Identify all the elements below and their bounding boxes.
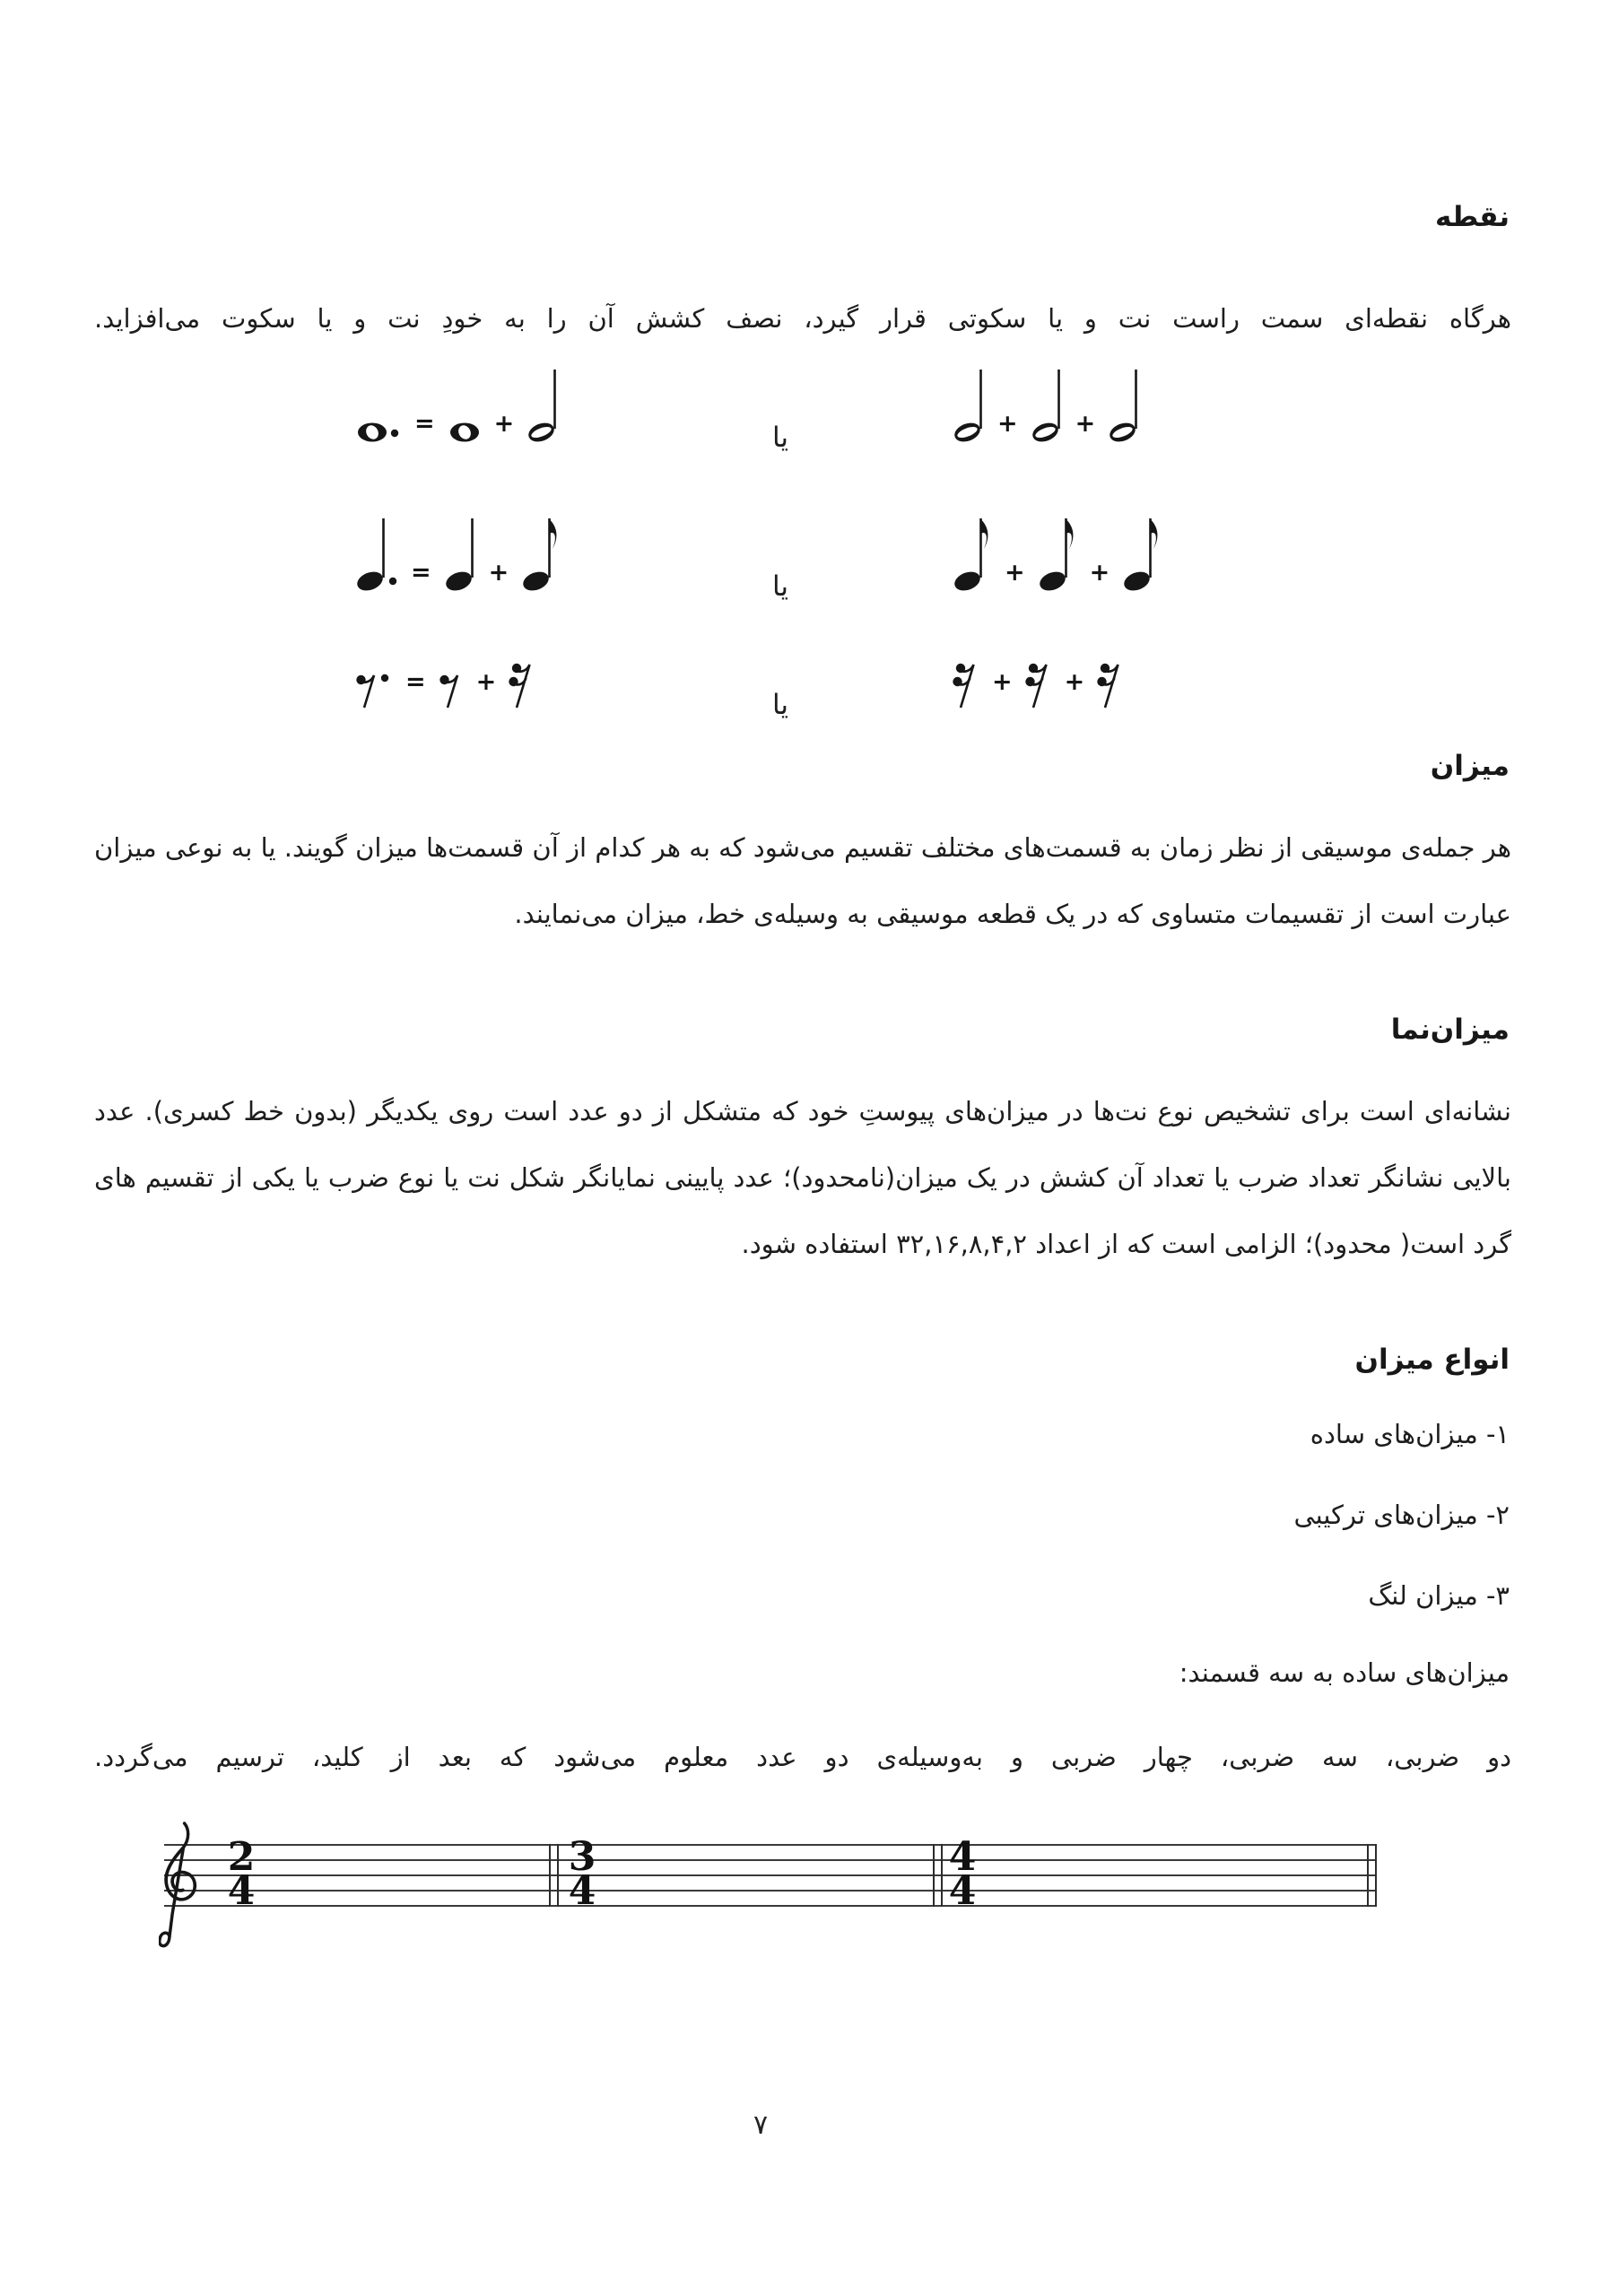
equation-alternative-sum [953,368,1140,443]
section-title-time-signature: میزان‌نما [1390,1013,1510,1046]
eighth-rest-dotted-icon [355,671,393,710]
time-signature-section-paragraph [94,1078,1511,1277]
time-signature-denominator: 4 [227,1868,256,1914]
dotted-whole-note-equation [0,361,1610,454]
eighth-note-icon [953,517,992,592]
measure-type-item-lame: ۳- میزان لنگ [1368,1580,1510,1611]
time-signature-2-4 [220,1834,263,1914]
sixteenth-rest-icon [1025,660,1052,710]
section-title-measure: میزان [1430,750,1510,782]
section-title-dot: نقطه [1435,201,1510,233]
equals-sign: = [405,668,426,696]
time-signature-3-4 [561,1834,604,1914]
allowed-numbers: ۳۲,۱۶,۸,۴,۲ [896,1229,1027,1259]
plus-sign: + [1089,559,1110,587]
treble-clef-icon [159,1815,200,1970]
measure-section-paragraph: هر جمله‌ی موسیقی از نظر زمان به قسمت‌های مختلف تقسیم می‌شود که به هر کدام از آن قسمت‌ها میزان گویند. یا به نوعی میزان عبارت است از تقسیمات متساوی که در یک قطعه موسیقی به وسیله‌ی خط، میزان می‌نمایند. [94,832,1511,929]
plus-sign: + [997,410,1018,438]
eighth-note-icon [1038,517,1077,592]
time-signature-denominator: 4 [568,1868,596,1914]
staff-line [164,1844,1377,1846]
equation-left-side [355,517,561,592]
page-number: ۷ [753,2109,769,2141]
barline [1367,1844,1369,1907]
section-title-measure-types: انواع میزان [1354,1344,1510,1376]
quarter-note-dotted-icon [355,517,398,592]
measure-type-item-compound: ۲- میزان‌های ترکیبی [1293,1500,1510,1530]
measure-type-item-simple: ۱- میزان‌های ساده [1310,1419,1510,1449]
equation-left-side [355,368,559,443]
time-signature-4-4 [941,1834,984,1914]
half-note-icon [1108,368,1140,443]
staff-line [164,1874,1377,1876]
equation-alternative-sum [953,517,1162,592]
plus-sign: + [493,410,515,438]
eighth-note-icon [1122,517,1162,592]
staff-line [164,1859,1377,1861]
time-signature-paragraph-start: نشانه‌ای است برای تشخیص نوع نت‌ها در میزان‌های پیوستِ خود که متشکل از دو عدد است روی یکدیگر (بدون خط کسری). عدد بالایی نشانگر تعداد ضرب یا تعداد آن کشش در یک میزان(نامحدود)؛ عدد پایینی نمایانگر شکل نت یا نوع ضرب یا یکی از تقسیم های گرد است( محدود)؛ الزامی است که از اعداد [94,1096,1511,1259]
sixteenth-rest-icon [953,660,979,710]
half-note-icon [953,368,985,443]
eighth-rest-icon [439,671,464,710]
time-signature-numerator: 4 [948,1834,977,1880]
or-label: یا [771,689,789,721]
dotted-eighth-rest-equation [0,628,1610,721]
plus-sign: + [1064,668,1085,696]
barline [1375,1844,1377,1907]
time-signature-denominator: 4 [948,1868,977,1914]
staff-line [164,1890,1377,1892]
music-staff [164,1834,1377,1914]
equals-sign: = [414,410,435,438]
half-note-icon [1031,368,1063,443]
plus-sign: + [1005,559,1025,587]
time-signature-paragraph-end: استفاده شود. [741,1229,888,1259]
plus-sign: + [475,668,497,696]
sixteenth-rest-icon [509,660,535,710]
equation-alternative-sum [953,660,1124,710]
dotted-quarter-note-equation [0,509,1610,603]
plus-sign: + [488,559,509,587]
or-label: یا [771,570,789,603]
quarter-note-icon [444,517,476,592]
half-note-icon [527,368,559,443]
simple-measures-paragraph: دو ضربی، سه ضربی، چهار ضربی و به‌وسیله‌ی دو عدد معلوم می‌شود که بعد از کلید، ترسیم می‌گردد. [94,1742,1511,1772]
whole-note-icon [448,422,482,443]
dot-section-paragraph: هرگاه نقطه‌ای سمت راست نت و یا سکوتی قرار گیرد، نصف کشش آن را به خودِ نت و یا سکوت می‌افزاید. [94,303,1511,334]
whole-note-dotted-icon [355,422,402,443]
staff-line [164,1905,1377,1907]
barline [549,1844,551,1907]
equals-sign: = [411,559,431,587]
time-signature-numerator: 3 [568,1834,596,1880]
plus-sign: + [992,668,1013,696]
time-signature-numerator: 2 [227,1834,256,1880]
eighth-note-icon [521,517,561,592]
plus-sign: + [1075,410,1096,438]
equation-left-side [355,660,535,710]
barline [933,1844,935,1907]
sixteenth-rest-icon [1097,660,1124,710]
or-label: یا [771,422,789,454]
barline [557,1844,559,1907]
simple-measures-subtitle: میزان‌های ساده به سه قسمند: [1179,1657,1510,1688]
